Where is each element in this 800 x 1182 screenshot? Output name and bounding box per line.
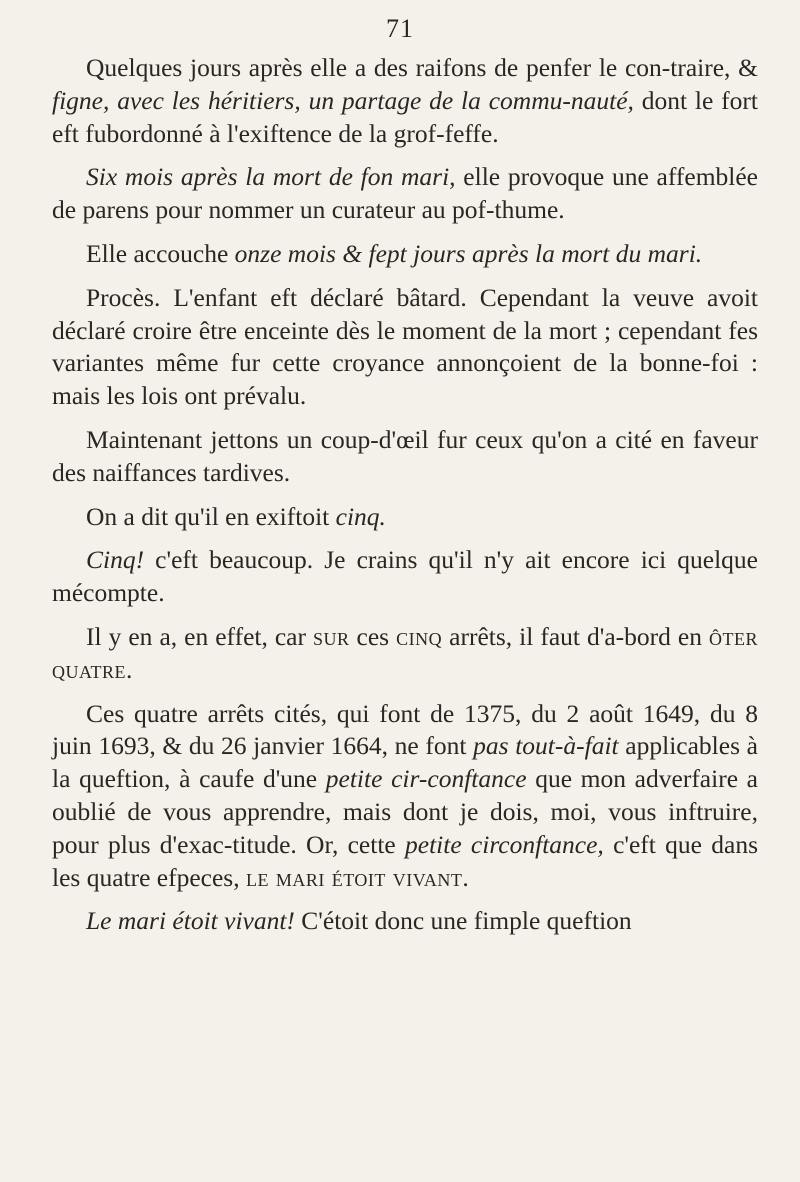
paragraph [52, 621, 758, 687]
italic-text: Le mari étoit vivant! [86, 906, 295, 936]
text-run: c'eft beaucoup. Je crains qu'il n'y ait encore ici quelque mécompte. [52, 545, 758, 608]
small-caps-text: ôter quatre. [52, 621, 758, 684]
italic-text: onze mois & fept jours après la mort du mari. [234, 238, 703, 268]
paragraph [52, 52, 758, 150]
italic-text: petite circonftance, [405, 829, 604, 859]
body-text [52, 52, 758, 949]
paragraph [52, 424, 758, 490]
paragraph [52, 238, 758, 271]
text-run: Procès. L'enfant eft déclaré bâtard. Cependant la veuve avoit déclaré croire être enceinte dès le moment de la mort ; cependant fes variantes même fur cette croyance annonçoient de la bonne-foi : mais les lois ont prévalu. [52, 282, 758, 411]
text-run: Elle accouche [86, 238, 235, 268]
italic-text: cinq. [335, 501, 386, 531]
text-run: elle provoque une affemblée de parens pour nommer un curateur au pof-thume. [52, 162, 758, 225]
paragraph [52, 698, 758, 895]
paragraph [52, 905, 758, 938]
text-run: applicables à la queftion, à caufe d'une [52, 731, 758, 794]
paragraph [52, 501, 758, 534]
italic-text: figne, avec les héritiers, un partage de la commu-nauté, [52, 85, 634, 115]
small-caps-text: le mari étoit vivant. [245, 862, 470, 892]
text-run: Ces quatre arrêts cités, qui font de 1375, du 2 août 1649, du 8 juin 1693, & du 26 janvier 1664, ne font [52, 698, 758, 761]
text-run: C'étoit donc une fimple queftion [294, 906, 632, 936]
text-run: Maintenant jettons un coup-d'œil fur ceux qu'on a cité en faveur des naiffances tardives. [52, 424, 758, 487]
paragraph [52, 161, 758, 227]
paragraph [52, 282, 758, 413]
text-run: arrêts, il faut d'a-bord en [442, 621, 709, 651]
text-run: Il y en a, en effet, car [86, 621, 314, 651]
text-run: ces [349, 621, 397, 651]
italic-text: petite cir-conftance [325, 764, 527, 794]
text-run: dont le fort eft fubordonné à l'exiftence de la grof-feffe. [52, 85, 758, 148]
text-run: c'eft que dans les quatre efpeces, [52, 829, 758, 892]
page-number: 71 [386, 14, 414, 43]
text-run: que mon adverfaire a oublié de vous apprendre, mais dont je dois, moi, vous inftruire, pour plus d'exac-titude. Or, cette [52, 764, 759, 859]
italic-text: Cinq! [86, 545, 145, 575]
small-caps-text: sur [313, 621, 350, 651]
italic-text: Six mois après la mort de fon mari, [86, 162, 456, 192]
text-run: On a dit qu'il en exiftoit [86, 501, 336, 531]
italic-text: pas tout-à-fait [473, 731, 619, 761]
small-caps-text: cinq [396, 621, 443, 651]
text-run: Quelques jours après elle a des raifons de penfer le con-traire, & [86, 53, 758, 82]
paragraph [52, 544, 758, 610]
